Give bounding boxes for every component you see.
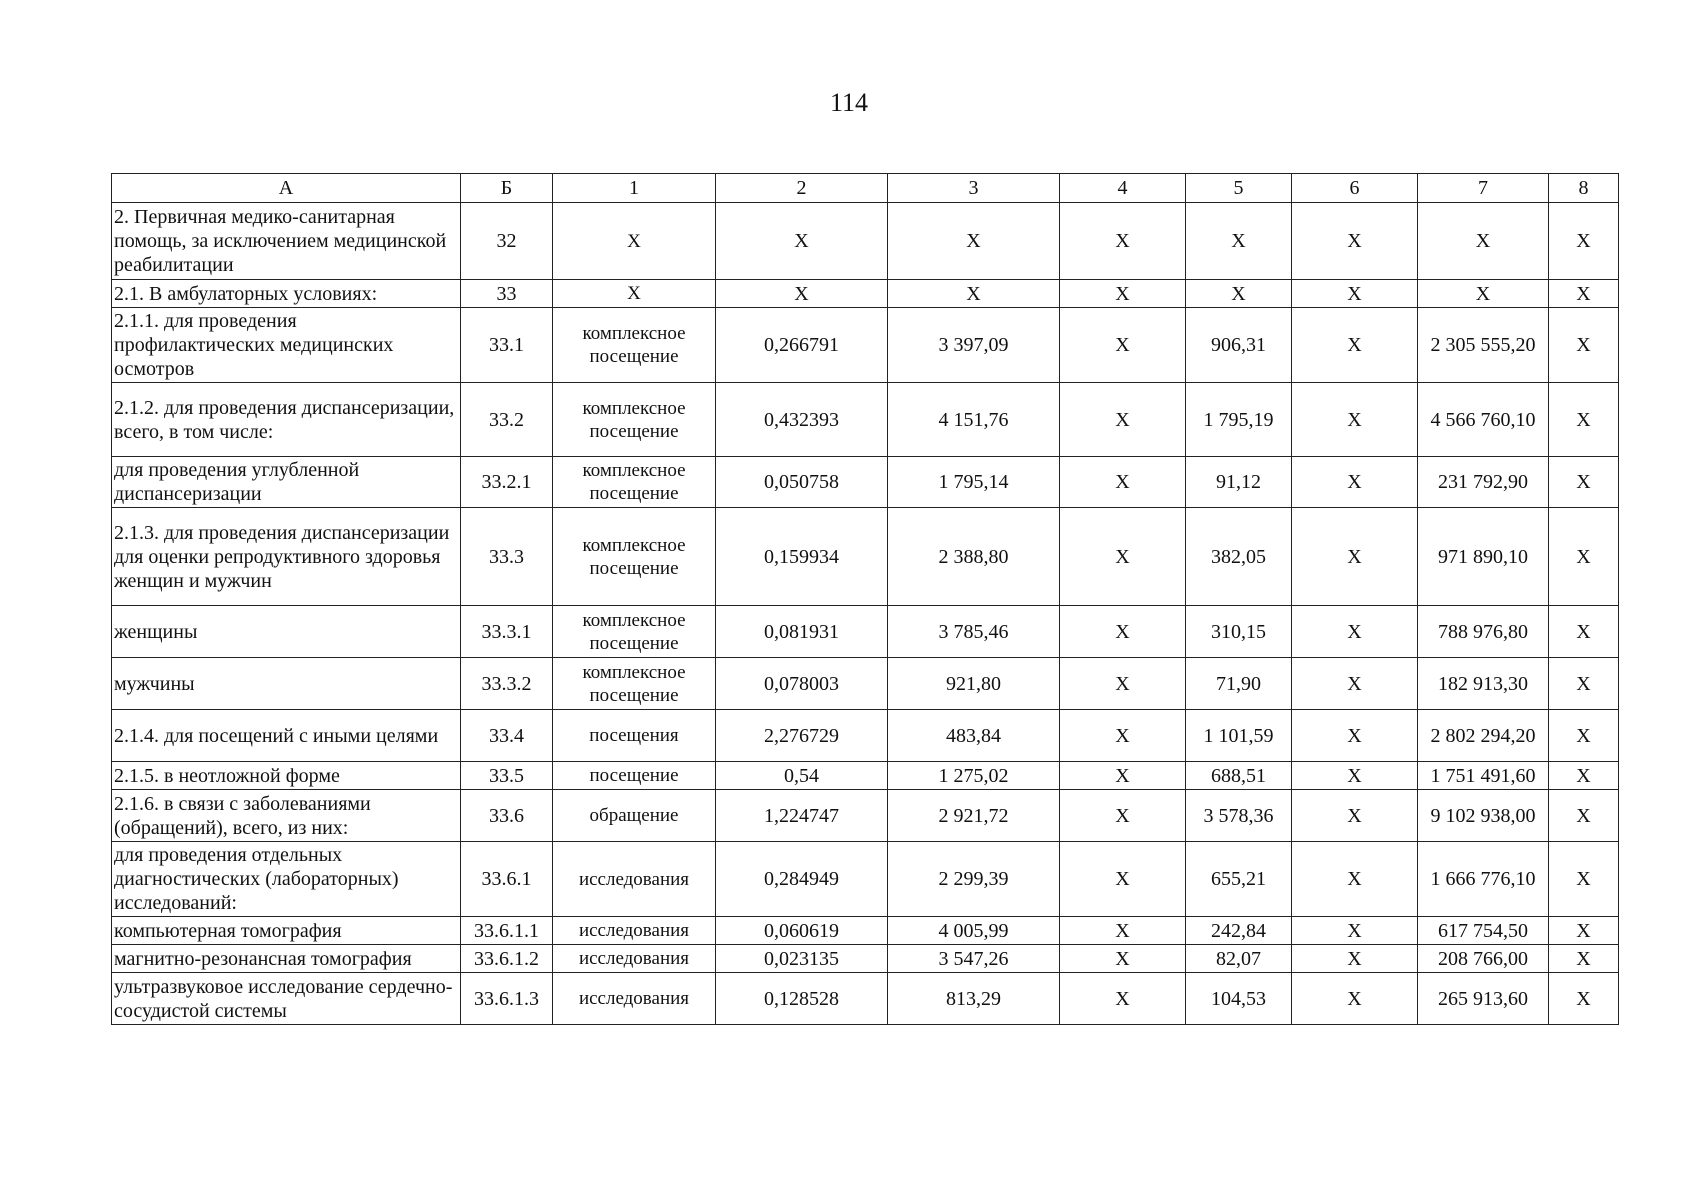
row-value-col3: 2 388,80	[888, 508, 1060, 606]
row-value-col3: 2 299,39	[888, 842, 1060, 917]
table-row	[112, 383, 1619, 457]
row-value-col4: Х	[1060, 280, 1186, 308]
row-code-cell: 33.6.1.1	[461, 917, 553, 945]
row-unit-cell: исследования	[553, 917, 716, 945]
row-value-col5: 242,84	[1186, 917, 1292, 945]
row-value-col4: Х	[1060, 842, 1186, 917]
row-value-col5: 82,07	[1186, 945, 1292, 973]
row-value-col2: 0,060619	[716, 917, 888, 945]
row-value-col6: Х	[1292, 383, 1418, 457]
row-name-cell: 2.1.4. для посещений с иными целями	[112, 710, 461, 762]
row-name-cell: 2.1.1. для проведения профилактических медицинских осмотров	[112, 308, 461, 383]
page-number: 114	[829, 88, 869, 117]
row-unit-cell: комплексное посещение	[553, 606, 716, 658]
row-value-col5: 655,21	[1186, 842, 1292, 917]
row-value-col4: Х	[1060, 917, 1186, 945]
row-value-col6: Х	[1292, 917, 1418, 945]
row-value-col6: Х	[1292, 508, 1418, 606]
row-unit-cell: комплексное посещение	[553, 508, 716, 606]
row-value-col8: Х	[1549, 790, 1619, 842]
row-value-col6: Х	[1292, 973, 1418, 1025]
row-code-cell: 33.5	[461, 762, 553, 790]
row-value-col8: Х	[1549, 383, 1619, 457]
row-code-cell: 33.2.1	[461, 457, 553, 508]
table-row	[112, 280, 1619, 308]
row-code-cell: 33.4	[461, 710, 553, 762]
row-value-col6: Х	[1292, 710, 1418, 762]
row-value-col6: Х	[1292, 945, 1418, 973]
row-value-col8: Х	[1549, 606, 1619, 658]
row-code-cell: 33.3	[461, 508, 553, 606]
row-value-col6: Х	[1292, 842, 1418, 917]
row-name-cell: магнитно-резонансная томография	[112, 945, 461, 973]
row-value-col5: 104,53	[1186, 973, 1292, 1025]
row-value-col7: 617 754,50	[1418, 917, 1549, 945]
row-code-cell: 33.6.1.3	[461, 973, 553, 1025]
row-code-cell: 33.2	[461, 383, 553, 457]
header-cell-2: 2	[716, 174, 888, 203]
row-value-col4: Х	[1060, 945, 1186, 973]
row-value-col3: 4 151,76	[888, 383, 1060, 457]
row-value-col3: 483,84	[888, 710, 1060, 762]
row-value-col6: Х	[1292, 457, 1418, 508]
row-name-cell: мужчины	[112, 658, 461, 710]
header-cell-b: Б	[461, 174, 553, 203]
row-value-col5: Х	[1186, 280, 1292, 308]
row-value-col3: 1 795,14	[888, 457, 1060, 508]
header-cell-6: 6	[1292, 174, 1418, 203]
row-value-col8: Х	[1549, 658, 1619, 710]
row-code-cell: 33.1	[461, 308, 553, 383]
row-name-cell: 2.1.6. в связи с заболеваниями (обращений), всего, из них:	[112, 790, 461, 842]
row-value-col6: Х	[1292, 308, 1418, 383]
row-name-cell: ультразвуковое исследование сердечно-сосудистой системы	[112, 973, 461, 1025]
row-value-col5: 3 578,36	[1186, 790, 1292, 842]
row-value-col7: 9 102 938,00	[1418, 790, 1549, 842]
row-value-col2: 0,050758	[716, 457, 888, 508]
row-value-col8: Х	[1549, 842, 1619, 917]
row-value-col7: 2 305 555,20	[1418, 308, 1549, 383]
table-row	[112, 508, 1619, 606]
row-unit-cell: комплексное посещение	[553, 457, 716, 508]
row-value-col8: Х	[1549, 945, 1619, 973]
row-code-cell: 33.3.1	[461, 606, 553, 658]
row-code-cell: 33.6	[461, 790, 553, 842]
row-value-col2: 0,159934	[716, 508, 888, 606]
row-value-col2: 2,276729	[716, 710, 888, 762]
row-name-cell: 2.1. В амбулаторных условиях:	[112, 280, 461, 308]
row-value-col4: Х	[1060, 383, 1186, 457]
row-value-col3: 2 921,72	[888, 790, 1060, 842]
row-value-col6: Х	[1292, 203, 1418, 280]
row-value-col6: Х	[1292, 658, 1418, 710]
row-value-col7: 182 913,30	[1418, 658, 1549, 710]
row-value-col7: 4 566 760,10	[1418, 383, 1549, 457]
table-row	[112, 790, 1619, 842]
row-value-col7: 2 802 294,20	[1418, 710, 1549, 762]
row-value-col7: 971 890,10	[1418, 508, 1549, 606]
row-value-col2: 1,224747	[716, 790, 888, 842]
row-value-col7: 265 913,60	[1418, 973, 1549, 1025]
table-row	[112, 658, 1619, 710]
row-value-col7: Х	[1418, 280, 1549, 308]
row-value-col3: 3 785,46	[888, 606, 1060, 658]
row-value-col2: 0,54	[716, 762, 888, 790]
row-unit-cell: обращение	[553, 790, 716, 842]
row-value-col4: Х	[1060, 658, 1186, 710]
header-cell-4: 4	[1060, 174, 1186, 203]
header-cell-1: 1	[553, 174, 716, 203]
row-value-col8: Х	[1549, 762, 1619, 790]
row-value-col8: Х	[1549, 973, 1619, 1025]
row-code-cell: 33	[461, 280, 553, 308]
table-row	[112, 457, 1619, 508]
row-value-col6: Х	[1292, 606, 1418, 658]
row-value-col7: Х	[1418, 203, 1549, 280]
row-unit-cell: Х	[553, 203, 716, 280]
table-row	[112, 308, 1619, 383]
row-value-col5: 91,12	[1186, 457, 1292, 508]
row-value-col2: Х	[716, 280, 888, 308]
tariff-table	[111, 173, 1619, 1025]
row-value-col8: Х	[1549, 710, 1619, 762]
row-value-col4: Х	[1060, 710, 1186, 762]
row-unit-cell: комплексное посещение	[553, 308, 716, 383]
row-code-cell: 33.3.2	[461, 658, 553, 710]
row-value-col7: 208 766,00	[1418, 945, 1549, 973]
row-value-col2: 0,023135	[716, 945, 888, 973]
table-row	[112, 945, 1619, 973]
table-row	[112, 606, 1619, 658]
row-value-col4: Х	[1060, 790, 1186, 842]
row-unit-cell: посещение	[553, 762, 716, 790]
row-value-col6: Х	[1292, 280, 1418, 308]
row-name-cell: 2.1.2. для проведения диспансеризации, всего, в том числе:	[112, 383, 461, 457]
row-value-col6: Х	[1292, 762, 1418, 790]
row-value-col5: 71,90	[1186, 658, 1292, 710]
row-value-col4: Х	[1060, 508, 1186, 606]
row-value-col2: Х	[716, 203, 888, 280]
row-value-col5: Х	[1186, 203, 1292, 280]
row-value-col3: 813,29	[888, 973, 1060, 1025]
row-name-cell: 2.1.3. для проведения диспансеризации для оценки репродуктивного здоровья женщин и мужчин	[112, 508, 461, 606]
row-value-col5: 1 795,19	[1186, 383, 1292, 457]
row-value-col5: 906,31	[1186, 308, 1292, 383]
row-value-col8: Х	[1549, 280, 1619, 308]
row-value-col2: 0,284949	[716, 842, 888, 917]
header-cell-8: 8	[1549, 174, 1619, 203]
row-value-col5: 382,05	[1186, 508, 1292, 606]
row-value-col3: 3 547,26	[888, 945, 1060, 973]
row-value-col2: 0,266791	[716, 308, 888, 383]
table-row	[112, 842, 1619, 917]
row-value-col4: Х	[1060, 457, 1186, 508]
row-value-col4: Х	[1060, 762, 1186, 790]
header-cell-5: 5	[1186, 174, 1292, 203]
header-cell-7: 7	[1418, 174, 1549, 203]
row-value-col8: Х	[1549, 203, 1619, 280]
row-value-col3: Х	[888, 203, 1060, 280]
row-value-col2: 0,078003	[716, 658, 888, 710]
row-value-col2: 0,128528	[716, 973, 888, 1025]
row-value-col2: 0,432393	[716, 383, 888, 457]
row-value-col5: 1 101,59	[1186, 710, 1292, 762]
row-name-cell: компьютерная томография	[112, 917, 461, 945]
row-value-col7: 231 792,90	[1418, 457, 1549, 508]
row-value-col8: Х	[1549, 457, 1619, 508]
row-value-col3: 921,80	[888, 658, 1060, 710]
row-unit-cell: исследования	[553, 945, 716, 973]
row-value-col5: 688,51	[1186, 762, 1292, 790]
row-unit-cell: исследования	[553, 973, 716, 1025]
row-name-cell: женщины	[112, 606, 461, 658]
row-value-col7: 1 751 491,60	[1418, 762, 1549, 790]
row-value-col4: Х	[1060, 203, 1186, 280]
table-row	[112, 917, 1619, 945]
row-value-col3: 4 005,99	[888, 917, 1060, 945]
row-value-col2: 0,081931	[716, 606, 888, 658]
row-value-col3: 1 275,02	[888, 762, 1060, 790]
row-name-cell: для проведения углубленной диспансеризации	[112, 457, 461, 508]
row-value-col4: Х	[1060, 973, 1186, 1025]
row-unit-cell: Х	[553, 280, 716, 308]
row-unit-cell: исследования	[553, 842, 716, 917]
row-unit-cell: посещения	[553, 710, 716, 762]
row-name-cell: для проведения отдельных диагностических (лабораторных) исследований:	[112, 842, 461, 917]
row-unit-cell: комплексное посещение	[553, 658, 716, 710]
row-value-col3: Х	[888, 280, 1060, 308]
row-value-col6: Х	[1292, 790, 1418, 842]
row-value-col8: Х	[1549, 308, 1619, 383]
row-value-col4: Х	[1060, 606, 1186, 658]
row-value-col4: Х	[1060, 308, 1186, 383]
row-value-col8: Х	[1549, 917, 1619, 945]
header-cell-a: А	[112, 174, 461, 203]
table-row	[112, 762, 1619, 790]
header-cell-3: 3	[888, 174, 1060, 203]
row-value-col8: Х	[1549, 508, 1619, 606]
row-value-col7: 788 976,80	[1418, 606, 1549, 658]
table-row	[112, 710, 1619, 762]
row-code-cell: 32	[461, 203, 553, 280]
row-unit-cell: комплексное посещение	[553, 383, 716, 457]
table-row	[112, 203, 1619, 280]
row-value-col7: 1 666 776,10	[1418, 842, 1549, 917]
table-row	[112, 973, 1619, 1025]
row-code-cell: 33.6.1.2	[461, 945, 553, 973]
row-value-col3: 3 397,09	[888, 308, 1060, 383]
row-name-cell: 2.1.5. в неотложной форме	[112, 762, 461, 790]
header-row	[112, 174, 1619, 203]
row-name-cell: 2. Первичная медико-санитарная помощь, за исключением медицинской реабилитации	[112, 203, 461, 280]
row-code-cell: 33.6.1	[461, 842, 553, 917]
row-value-col5: 310,15	[1186, 606, 1292, 658]
